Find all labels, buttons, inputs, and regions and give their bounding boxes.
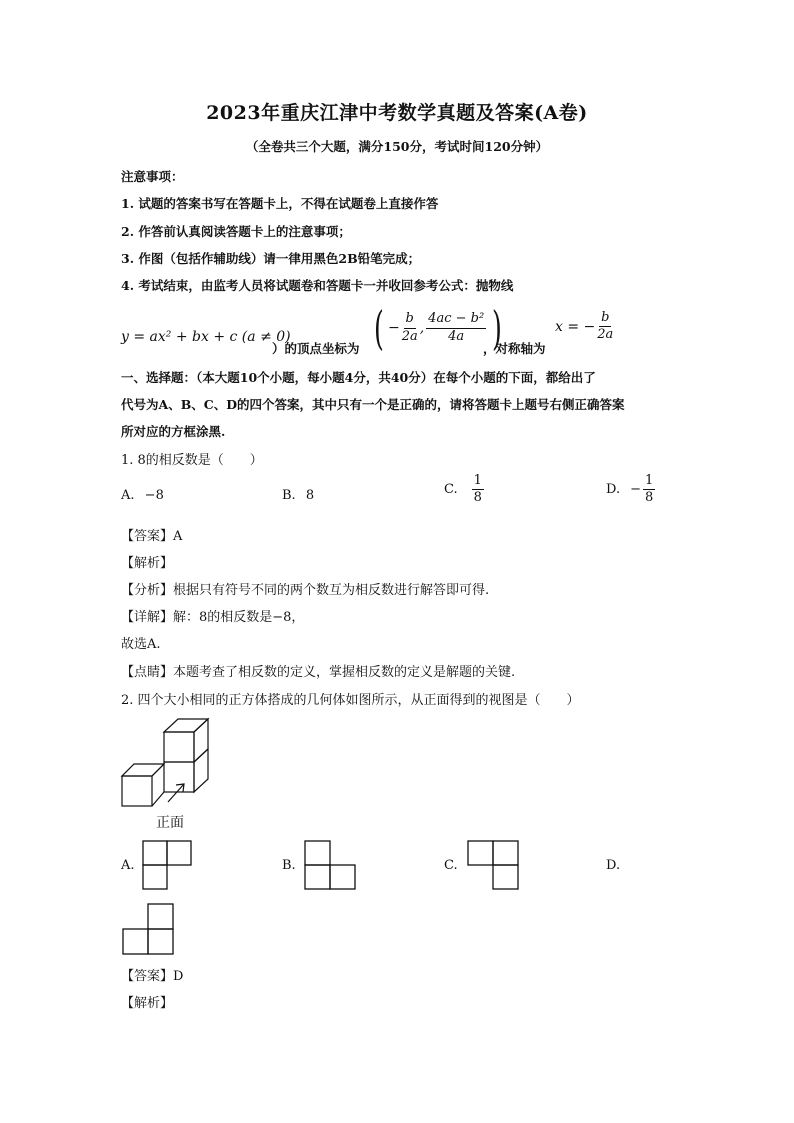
q1-option-d: D. − $\frac{1}{8}$	[606, 473, 654, 506]
cube-stack-figure	[118, 712, 218, 812]
q1-dianjing: 【点睛】本题考查了相反数的定义，掌握相反数的定义是解题的关键.	[121, 665, 516, 680]
note-item: 1. 试题的答案书写在答题卡上，不得在试题卷上直接作答	[121, 196, 439, 211]
note-item: 3. 作图（包括作辅助线）请一律用黑色2B铅笔完成；	[121, 251, 421, 266]
question-1-stem: 1. 8的相反数是（ ）	[121, 453, 263, 468]
section-heading: 一、选择题：（本大题10个小题，每小题4分，共40分）在每个小题的下面，都给出了	[121, 370, 596, 385]
q1-answer: 【答案】A	[121, 529, 183, 544]
q2-option-d-view	[120, 902, 176, 956]
q2-option-b-label: B.	[282, 858, 296, 873]
q2-option-d-label: D.	[606, 858, 621, 873]
q2-analysis: 【解析】	[121, 996, 174, 1011]
axis-formula: x = − $\frac{b}{2a}$	[555, 310, 614, 343]
q1-guxuan: 故选A.	[121, 637, 161, 652]
q2-answer: 【答案】D	[121, 969, 184, 984]
q1-option-c: C. $\frac{1}{8}$	[444, 473, 482, 506]
vertex-coordinate: ( − $\frac{b}{2a}$ , $\frac{\text{4ac − b²}}{4a}$ )	[374, 301, 503, 355]
parabola-formula: y = ax² + bx + c (a ≠ 0)	[121, 329, 291, 345]
q1-option-a: A. −8	[121, 488, 164, 503]
q2-option-b-view	[303, 839, 357, 891]
axis-label: ，对称轴为	[483, 341, 546, 356]
note-item: 2. 作答前认真阅读答题卡上的注意事项；	[121, 224, 351, 239]
vertex-x-fraction: $\frac{b}{2a}$	[401, 311, 418, 344]
q2-option-c-label: C.	[444, 858, 458, 873]
section-text: 代号为A、B、C、D的四个答案，其中只有一个是正确的，请将答题卡上题号右侧正确答案	[121, 397, 625, 412]
vertex-y-fraction: $\frac{\text{4ac − b²}}{4a}$	[428, 311, 485, 344]
note-item: 4. 考试结束，由监考人员将试题卷和答题卡一并收回参考公式：抛物线	[121, 278, 514, 293]
notes-heading: 注意事项：	[121, 169, 184, 184]
q2-option-a-view	[141, 839, 193, 891]
q2-option-a-label: A.	[121, 858, 135, 873]
page-subtitle: （全卷共三个大题，满分150分，考试时间120分钟）	[245, 139, 549, 154]
q2-option-c-view	[466, 839, 520, 891]
q1-option-b: B. 8	[282, 488, 315, 503]
front-label: 正面	[156, 815, 184, 831]
axis-fraction: $\frac{b}{2a}$	[597, 310, 614, 343]
question-2-stem: 2. 四个大小相同的正方体搭成的几何体如图所示，从正面得到的视图是（ ）	[121, 693, 580, 708]
q1-xiangjie: 【详解】解：8的相反数是−8，	[121, 610, 305, 625]
section-text: 所对应的方框涂黑.	[121, 424, 226, 439]
page-title: 2023年重庆江津中考数学真题及答案(A卷)	[206, 102, 588, 124]
vertex-label: ）的顶点坐标为	[272, 341, 360, 356]
q1-analysis: 【解析】	[121, 556, 174, 571]
q1-fenxi: 【分析】根据只有符号不同的两个数互为相反数进行解答即可得.	[121, 583, 490, 598]
